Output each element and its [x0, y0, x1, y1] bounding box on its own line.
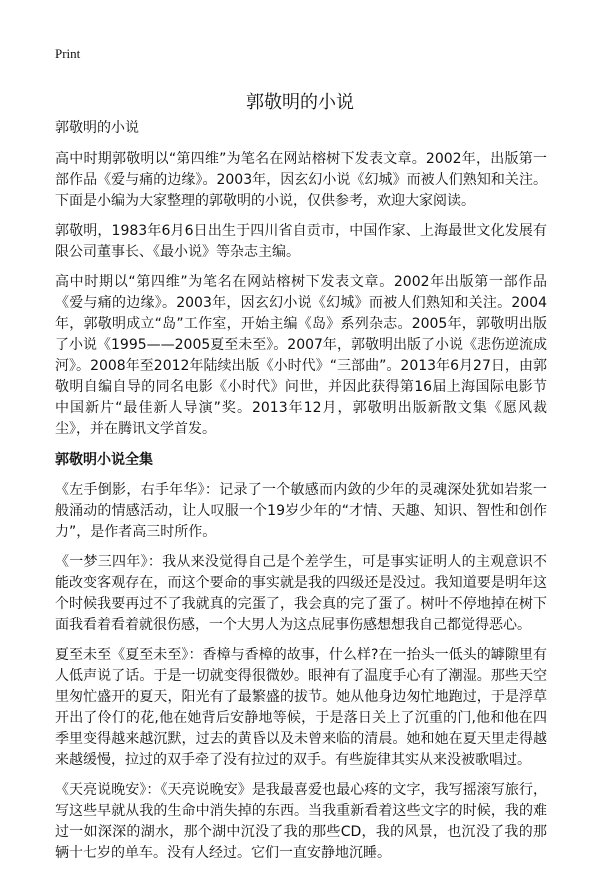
intro-paragraph: 高中时期以“第四维”为笔名在网站榕树下发表文章。2002年出版第一部作品《爱与痛的边缘》。2003年，因玄幻小说《幻城》而被人们熟知和关注。2004年，郭敬明成立“岛”工作室，开始主编《岛》系列杂志。2005年，郭敬明出版了小说《1995——2005夏至未至》。2007年，郭敬明出版了小说《悲伤逆流成河》。2008年至2012年陆续出版《小时代》“三部曲”。2013年6月27日，由郭敬明自编自导的同名电影《小时代》问世，并因此获得第16届上海国际电影节中国新片“最佳新人导演”奖。2013年12月，郭敬明出版新散文集《愿风裁尘》，并在腾讯文学首发。 [55, 274, 547, 437]
intro-paragraph: 高中时期郭敬明以“第四维”为笔名在网站榕树下发表文章。2002年，出版第一部作品《爱与痛的边缘》。2003年，因玄幻小说《幻城》而被人们熟知和关注。下面是小编为大家整理的郭敬明的小说，仅供参考，欢迎大家阅读。 [55, 151, 547, 209]
print-label: Print [55, 46, 81, 61]
section-heading: 郭敬明小说全集 [55, 452, 153, 468]
novel-paragraph: 《天亮说晚安》：《天亮说晚安》是我最喜爱也最心疼的文字，我写摇滚写旅行，写这些早就从我的生命中消失掉的东西。当我重新看着这些文字的时候，我的难过一如深深的湖水，那个湖中沉没了我的那些CD，我的风景，也沉没了我的那辆十七岁的单车。没有人经过。它们一直安静地沉睡。 [55, 782, 547, 861]
novel-paragraph: 《左手倒影，右手年华》：记录了一个敏感而内敛的少年的灵魂深处犹如岩浆一般涌动的情感活动，让人叹服一个19岁少年的“才情、天趣、知识、智性和创作力”，是作者高三时所作。 [55, 482, 547, 540]
novel-paragraph: 夏至未至《夏至未至》：香樟与香樟的故事，什么样?在一抬头一低头的罅隙里有人低声说了话。于是一切就变得很微妙。眼神有了温度手心有了潮湿。那些天空里匆忙盛开的夏天，阳光有了最繁盛的拔节。她从他身边匆忙地跑过，于是浮草开出了伶仃的花,他在她背后安静地等候，于是落日关上了沉重的门,他和他在四季里变得越来越沉默，过去的黄昏以及未曾来临的清晨。她和她在夏天里走得越来越缓慢，拉过的双手牵了没有拉过的双手。有些旋律其实从来没被歌唱过。 [55, 647, 547, 768]
article-body [55, 118, 547, 873]
novel-paragraph: 《一梦三四年》：我从来没觉得自己是个差学生，可是事实证明人的主观意识不能改变客观存在，而这个要命的事实就是我的四级还是没过。我知道要是明年这个时候我要再过不了我就真的完蛋了，我会真的完了蛋了。树叶不停地掉在树下面我看着看着就很伤感，一个大男人为这点屁事伤感想想我自己都觉得恶心。 [55, 554, 547, 633]
intro-paragraph: 郭敬明，1983年6月6日出生于四川省自贡市，中国作家、上海最世文化发展有限公司董事长、《最小说》等杂志主编。 [55, 223, 547, 260]
article-subtitle: 郭敬明的小说 [55, 120, 139, 136]
page-title: 郭敬明的小说 [246, 92, 354, 113]
